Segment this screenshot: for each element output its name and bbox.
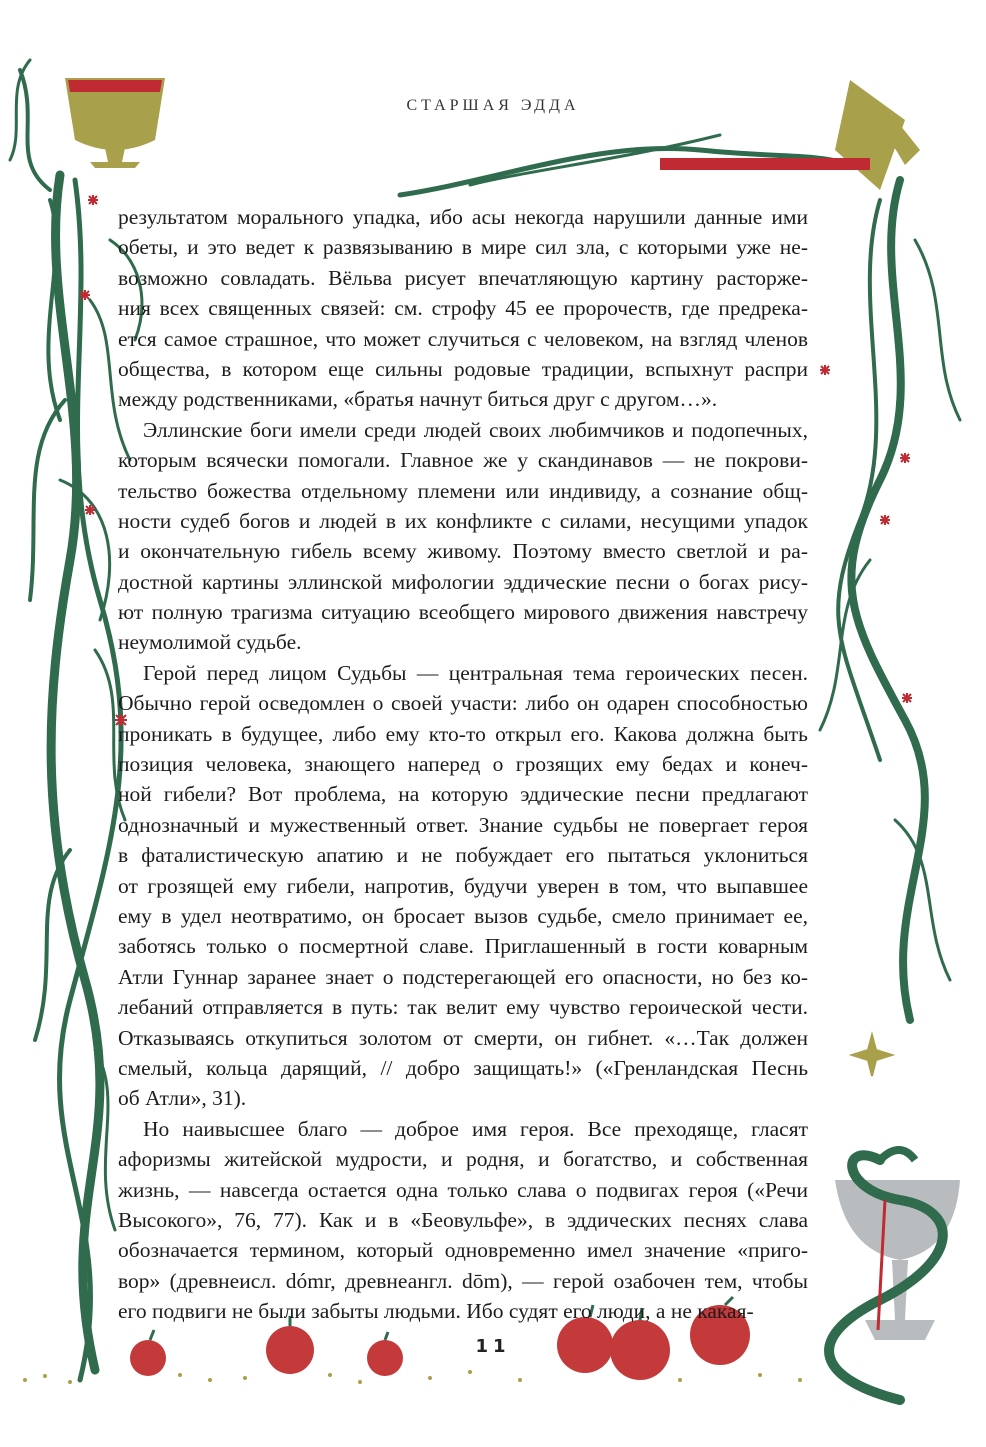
text-line: ется самое страшное, что может случиться с человеком, на взгляд членов [118, 326, 808, 351]
text-line: обеты, и это ведет к развязыванию в мире сил зла, с которыми уже не- [118, 235, 808, 260]
text-line: Атли Гуннар заранее знает о подстерегающей его опасности, но без ко- [118, 964, 808, 989]
text-line: однозначный и мужественный ответ. Знание судьбы не повергает героя [118, 812, 808, 837]
text-line: Отказываясь откупиться золотом от смерти, он гибнет. «…Так должен [118, 1025, 808, 1050]
text-line: об Атли», 31). [118, 1086, 247, 1111]
text-line: вор» (древнеисл. dómr, древнеангл. dōm), — герой озабочен тем, чтобы [118, 1268, 808, 1293]
text-line: заботясь только о посмертной славе. Приглашенный в гости коварным [118, 934, 808, 959]
snake-goblet-icon [829, 1150, 960, 1400]
text-line: Герой перед лицом Судьбы — центральная тема героических песен. [143, 660, 808, 685]
text-line: проникать в будущее, либо ему кто-то открыл его. Какова должна быть [118, 721, 808, 746]
text-line: ности судеб богов и людей в их конфликте с силами, несущими упадок [118, 508, 808, 533]
text-line: ют полную трагизма ситуацию всеобщего мирового движения навстречу [118, 600, 808, 625]
right-vine-decoration [820, 180, 960, 1020]
paragraph [118, 202, 808, 415]
text-line: и окончательную гибель всему живому. Поэтому вместо светлой и ра- [118, 539, 808, 564]
text-line: лебаний отправляется в путь: так велит ему чувство героической чести. [118, 995, 808, 1020]
text-line: смелый, кольца дарящий, // добро защищать!» («Гренландская Песнь [118, 1055, 808, 1080]
text-line: от грозящей ему гибели, напротив, будучи уверен в том, что выпавшее [118, 873, 808, 898]
text-line: Высокого», 76, 77). Как и в «Беовульфе», в эддических песнях слава [118, 1207, 808, 1232]
text-line: между родственниками, «братья начнут биться друг с другом…». [118, 387, 718, 412]
gold-star-icon [852, 1035, 892, 1076]
text-line: Обычно герой осведомлен о своей участи: либо он одарен способностью [118, 691, 808, 716]
paragraph [118, 658, 808, 1114]
paragraph [118, 1114, 808, 1327]
text-line: жизнь, — навсегда остается одна только слава о подвигах героя («Речи [118, 1177, 808, 1202]
text-line: в фаталистическую апатию и не побуждает его пытаться уклониться [118, 843, 808, 868]
left-goblet-icon [65, 78, 165, 168]
text-line: ему в удел неотвратимо, он бросает вызов судьбе, смело принимает ее, [118, 903, 808, 928]
text-line: ния всех священных связей: см. строфу 45 ее пророчеств, где предрека- [118, 296, 808, 321]
text-line: тельство божества отдельному племени или индивиду, а сознание общ- [118, 478, 808, 503]
paragraph [118, 415, 808, 658]
text-line: возможно совладать. Вёльва рисует впечатляющую картину расторже- [118, 265, 808, 290]
text-line: неумолимой судьбе. [118, 630, 302, 655]
text-line: афоризмы житейской мудрости, и родня, и богатство, и собственная [118, 1147, 808, 1172]
text-line: обозначается термином, который одновременно имел значение «приго- [118, 1238, 808, 1263]
text-line: ной гибели? Вот проблема, на которую эддические песни предлагают [118, 782, 808, 807]
running-head: СТАРШАЯ ЭДДА [406, 97, 580, 114]
text-line: позиция человека, знающего наперед о грозящих ему бедах и конеч- [118, 752, 808, 777]
text-line: достной картины эллинской мифологии эддические песни о богах рису- [118, 569, 808, 594]
text-line: Эллинские боги имели среди людей своих любимчиков и подопечных, [143, 417, 808, 442]
text-line: общества, в котором еще сильны родовые традиции, вспыхнут распри [118, 356, 808, 381]
text-line: результатом морального упадка, ибо асы некогда нарушили данные ими [118, 205, 808, 229]
text-line: Но наивысшее благо — доброе имя героя. Все преходяще, гласят [143, 1116, 808, 1141]
body-text [118, 202, 808, 1326]
text-line: его подвиги не были забыты людьми. Ибо судят его люди, а не какая- [118, 1299, 754, 1324]
page-number: 11 [475, 1336, 511, 1357]
text-line: которым всячески помогали. Главное же у скандинавов — не покрови- [118, 448, 808, 473]
